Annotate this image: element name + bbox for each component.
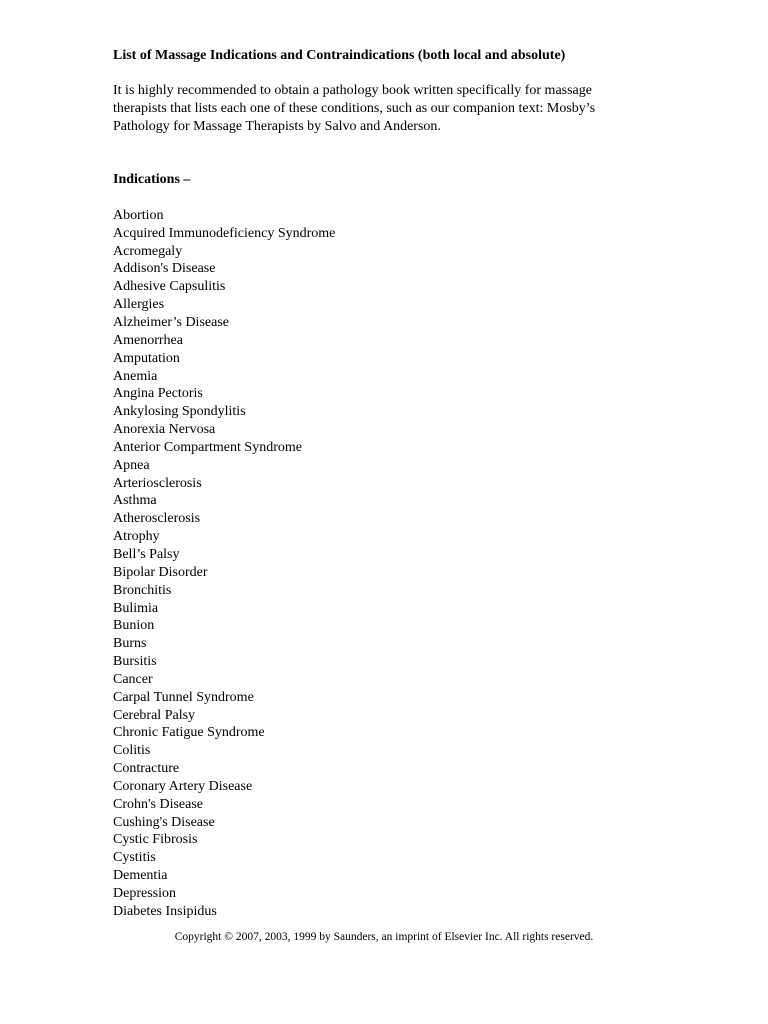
intro-line: It is highly recommended to obtain a pathology book written specifically for massage xyxy=(113,82,592,98)
indication-item: Colitis xyxy=(113,743,151,759)
indication-item: Coronary Artery Disease xyxy=(113,778,253,794)
indication-item: Dementia xyxy=(113,868,168,884)
indication-item: Bronchitis xyxy=(113,582,172,598)
indication-item: Bell’s Palsy xyxy=(113,546,180,562)
indication-item: Acquired Immunodeficiency Syndrome xyxy=(113,225,336,241)
indication-item: Amenorrhea xyxy=(113,332,183,348)
indication-item: Apnea xyxy=(113,457,150,473)
indications-list xyxy=(113,207,693,921)
indication-item: Cystitis xyxy=(113,850,156,866)
document-body xyxy=(113,47,693,921)
indication-item: Anorexia Nervosa xyxy=(113,422,216,438)
indication-item: Arteriosclerosis xyxy=(113,475,202,491)
indication-item: Angina Pectoris xyxy=(113,386,203,402)
indication-item: Atrophy xyxy=(113,529,160,545)
indication-item: Ankylosing Spondylitis xyxy=(113,404,246,420)
indication-item: Contracture xyxy=(113,761,180,777)
indication-item: Carpal Tunnel Syndrome xyxy=(113,689,254,705)
indication-item: Abortion xyxy=(113,207,164,223)
copyright-footer: Copyright © 2007, 2003, 1999 by Saunders, an imprint of Elsevier Inc. All rights reserved. xyxy=(174,931,594,943)
indication-item: Crohn's Disease xyxy=(113,796,204,812)
indication-item: Cystic Fibrosis xyxy=(113,832,198,848)
indication-item: Atherosclerosis xyxy=(113,511,201,527)
indication-item: Alzheimer’s Disease xyxy=(113,315,229,330)
indication-item: Depression xyxy=(113,886,176,901)
indication-item: Acromegaly xyxy=(113,243,183,259)
indication-item: Bursitis xyxy=(113,654,157,670)
indication-item: Cancer xyxy=(113,671,153,687)
intro-line: therapists that lists each one of these conditions, such as our companion text: Mosby’s xyxy=(113,100,596,116)
intro-paragraph xyxy=(113,82,693,136)
indication-item: Adhesive Capsulitis xyxy=(113,279,226,295)
indication-item: Allergies xyxy=(113,297,165,313)
indication-item: Bulimia xyxy=(113,600,159,616)
intro-line: Pathology for Massage Therapists by Salvo and Anderson. xyxy=(113,118,441,134)
indication-item: Burns xyxy=(113,636,147,652)
indication-item: Amputation xyxy=(113,350,180,366)
indication-item: Anterior Compartment Syndrome xyxy=(113,439,302,455)
indication-item: Anemia xyxy=(113,368,158,384)
indication-item: Addison's Disease xyxy=(113,261,216,277)
indication-item: Diabetes Insipidus xyxy=(113,903,217,919)
indication-item: Bipolar Disorder xyxy=(113,564,208,580)
indications-heading: Indications – xyxy=(113,171,191,187)
indication-item: Asthma xyxy=(113,493,157,509)
indication-item: Chronic Fatigue Syndrome xyxy=(113,725,265,741)
indication-item: Cushing's Disease xyxy=(113,814,215,830)
indication-item: Bunion xyxy=(113,618,155,634)
document-title: List of Massage Indications and Contraindications (both local and absolute) xyxy=(113,48,566,63)
indication-item: Cerebral Palsy xyxy=(113,707,196,723)
